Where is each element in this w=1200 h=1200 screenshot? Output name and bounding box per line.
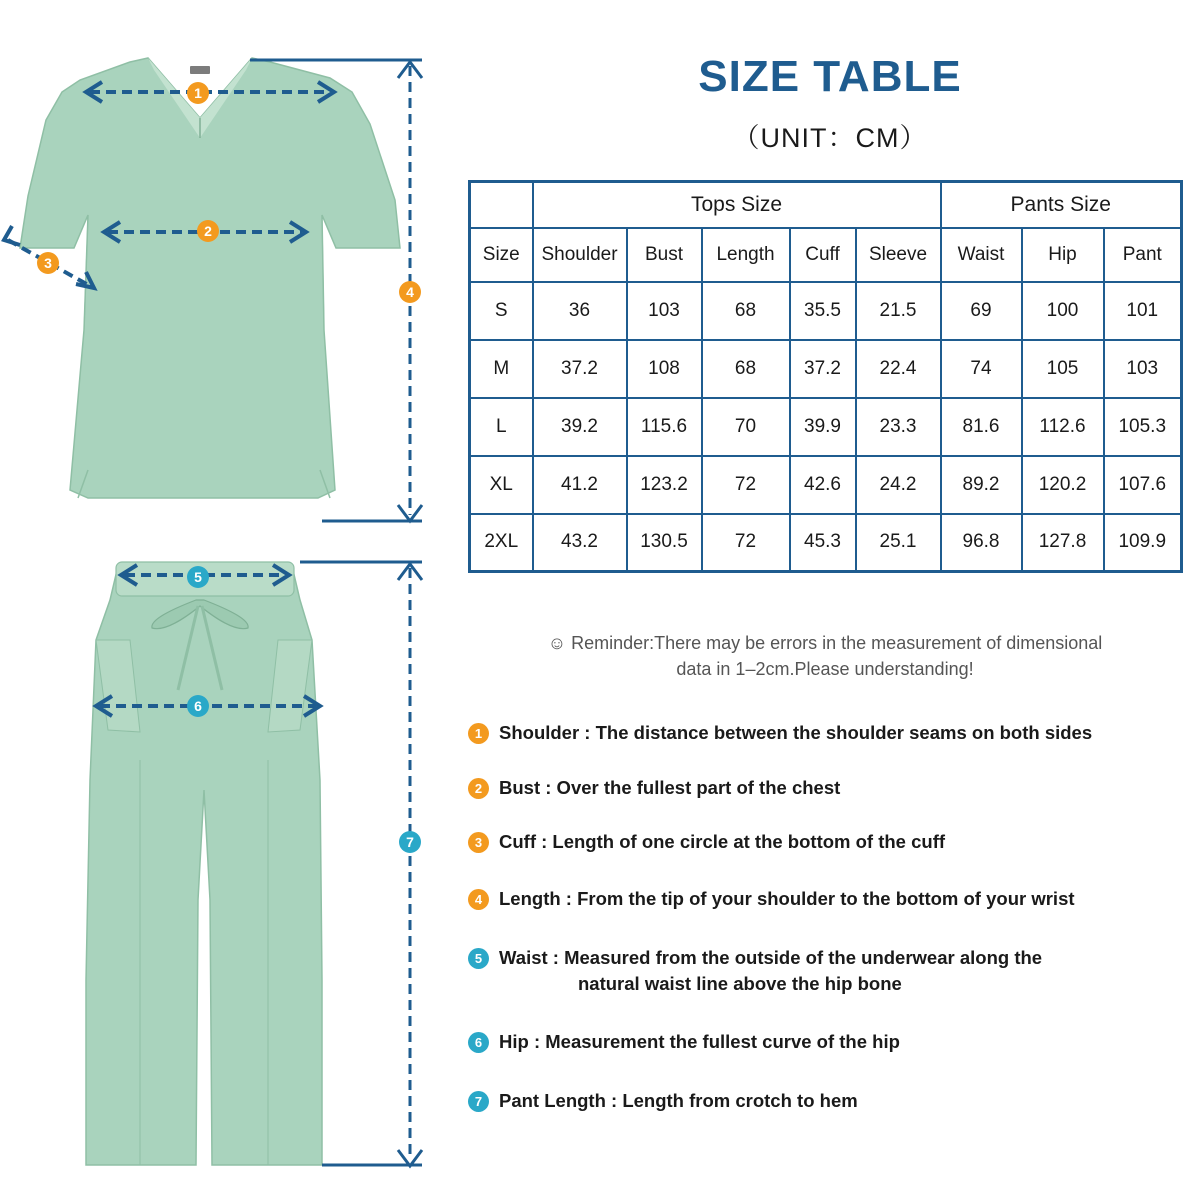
table-cell: 2XL [470, 514, 533, 572]
column-header: Size [470, 228, 533, 282]
size-table [468, 180, 1183, 573]
table-cell: 103 [1104, 340, 1182, 398]
column-header: Waist [941, 228, 1022, 282]
table-cell: 24.2 [856, 456, 941, 514]
table-cell: 72 [702, 456, 790, 514]
note-text: Cuff : Length of one circle at the bottom of the cuff [499, 831, 946, 852]
table-cell: 108 [627, 340, 702, 398]
table-cell: 21.5 [856, 282, 941, 340]
number-badge: 1 [468, 723, 489, 744]
marker-3 [37, 252, 59, 274]
marker-7 [399, 831, 421, 853]
table-cell: 100 [1022, 282, 1104, 340]
number-badge: 6 [468, 1032, 489, 1053]
table-cell: 101 [1104, 282, 1182, 340]
table-corner-cell [470, 182, 533, 228]
table-cell: 130.5 [627, 514, 702, 572]
table-cell: L [470, 398, 533, 456]
svg-text:6: 6 [194, 698, 202, 714]
table-cell: XL [470, 456, 533, 514]
note-text: Waist : Measured from the outside of the underwear along the [499, 947, 1043, 968]
tops-size-header: Tops Size [533, 182, 941, 228]
svg-text:7: 7 [406, 834, 414, 850]
reminder-line-1: ☺ Reminder:There may be errors in the measurement of dimensional [547, 633, 1103, 653]
marker-1 [187, 82, 209, 104]
table-row [470, 514, 1182, 572]
table-cell: 68 [702, 340, 790, 398]
number-badge: 2 [468, 778, 489, 799]
note-text: Length : From the tip of your shoulder to the bottom of your wrist [499, 888, 1075, 909]
scrub-top-image [20, 58, 400, 498]
table-cell: 127.8 [1022, 514, 1104, 572]
table-cell: 105 [1022, 340, 1104, 398]
table-cell: 70 [702, 398, 790, 456]
table-cell: 25.1 [856, 514, 941, 572]
column-header: Shoulder [533, 228, 627, 282]
table-cell: 96.8 [941, 514, 1022, 572]
table-cell: 39.2 [533, 398, 627, 456]
table-row [470, 282, 1182, 340]
svg-text:1: 1 [194, 85, 202, 101]
table-cell: 45.3 [790, 514, 856, 572]
marker-5 [187, 566, 209, 588]
table-cell: 120.2 [1022, 456, 1104, 514]
note-text: Shoulder : The distance between the shoulder seams on both sides [499, 722, 1093, 743]
table-cell: 107.6 [1104, 456, 1182, 514]
note-text: Hip : Measurement the fullest curve of the hip [499, 1031, 900, 1052]
table-cell: 35.5 [790, 282, 856, 340]
number-badge: 3 [468, 832, 489, 853]
table-cell: 39.9 [790, 398, 856, 456]
table-cell: 22.4 [856, 340, 941, 398]
column-header: Pant [1104, 228, 1182, 282]
table-row [470, 340, 1182, 398]
reminder-note [470, 630, 1180, 682]
garment-illustration [0, 0, 460, 1200]
svg-text:5: 5 [194, 569, 202, 585]
svg-text:4: 4 [406, 284, 414, 300]
table-cell: 42.6 [790, 456, 856, 514]
table-cell: 72 [702, 514, 790, 572]
note-text: Bust : Over the fullest part of the chest [499, 777, 841, 798]
table-cell: 105.3 [1104, 398, 1182, 456]
svg-text:2: 2 [204, 223, 212, 239]
number-badge: 5 [468, 948, 489, 969]
table-cell: 89.2 [941, 456, 1022, 514]
number-badge: 4 [468, 889, 489, 910]
table-cell: S [470, 282, 533, 340]
marker-6 [187, 695, 209, 717]
column-header: Cuff [790, 228, 856, 282]
table-cell: 69 [941, 282, 1022, 340]
table-row [470, 398, 1182, 456]
page-title: SIZE TABLE [698, 52, 962, 101]
scrub-pants-image [86, 562, 322, 1165]
column-header: Sleeve [856, 228, 941, 282]
table-cell: 23.3 [856, 398, 941, 456]
table-cell: 123.2 [627, 456, 702, 514]
table-cell: 103 [627, 282, 702, 340]
table-cell: M [470, 340, 533, 398]
pants-size-header: Pants Size [941, 182, 1182, 228]
table-cell: 112.6 [1022, 398, 1104, 456]
note-text-continued: natural waist line above the hip bone [578, 973, 902, 994]
marker-4 [399, 281, 421, 303]
column-header: Length [702, 228, 790, 282]
reminder-line-2: data in 1–2cm.Please understanding! [676, 659, 974, 679]
table-cell: 74 [941, 340, 1022, 398]
table-row [470, 456, 1182, 514]
svg-text:3: 3 [44, 255, 52, 271]
column-header: Hip [1022, 228, 1104, 282]
table-cell: 41.2 [533, 456, 627, 514]
table-cell: 68 [702, 282, 790, 340]
unit-label: （UNIT：CM） [732, 123, 928, 153]
marker-2 [197, 220, 219, 242]
number-badge: 7 [468, 1091, 489, 1112]
table-cell: 81.6 [941, 398, 1022, 456]
table-cell: 115.6 [627, 398, 702, 456]
table-cell: 36 [533, 282, 627, 340]
table-cell: 37.2 [790, 340, 856, 398]
table-cell: 37.2 [533, 340, 627, 398]
note-text: Pant Length : Length from crotch to hem [499, 1090, 858, 1111]
column-header: Bust [627, 228, 702, 282]
table-cell: 109.9 [1104, 514, 1182, 572]
table-cell: 43.2 [533, 514, 627, 572]
